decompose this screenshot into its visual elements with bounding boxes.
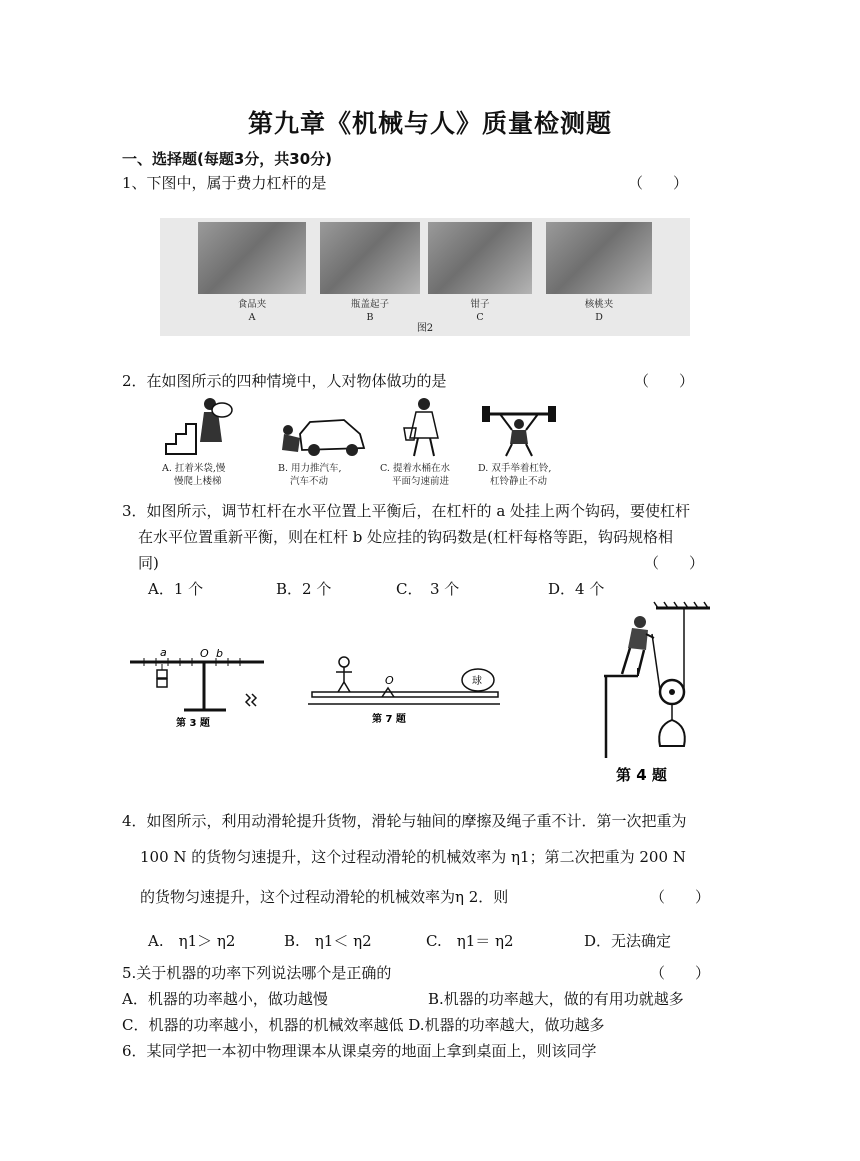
q1-caption-c: 钳子 C bbox=[470, 299, 490, 323]
q4-option-a: A. η1＞ η2 bbox=[148, 932, 236, 950]
q5-options-cd: C．机器的功率越小，机器的机械效率越低 D.机器的功率越大，做功越多 bbox=[122, 1016, 605, 1034]
q2-caption-b: B. 用力推汽车, 汽车不动 bbox=[278, 463, 342, 487]
q3-option-b: B．2 个 bbox=[276, 580, 332, 598]
q2-caption-d: D. 双手举着杠铃, 杠铃静止不动 bbox=[478, 463, 552, 487]
q2-caption-a: A. 扛着米袋,慢 慢爬上楼梯 bbox=[162, 463, 226, 487]
q3-option-d: D．4 个 bbox=[548, 580, 605, 598]
section-heading: 一、选择题(每题3分，共30分) bbox=[122, 150, 333, 168]
q3-line3: 同) bbox=[138, 554, 159, 572]
q5-option-a: A．机器的功率越小，做功越慢 bbox=[122, 990, 328, 1008]
q1-figure-label: 图2 bbox=[416, 323, 434, 334]
q4-line2: 100 N 的货物匀速提升，这个过程动滑轮的机械效率为 η1；第二次把重为 200 N bbox=[140, 848, 686, 866]
q1-caption-b: 瓶盖起子 B bbox=[350, 299, 389, 323]
q4-answer-paren: （ ） bbox=[650, 888, 711, 906]
fig7-label: 第 7 题 bbox=[372, 714, 406, 725]
q3-line1: 3．如图所示，调节杠杆在水平位置上平衡后，在杠杆的 a 处挂上两个钩码，要使杠杆 bbox=[122, 502, 691, 520]
fig3-lever-diagram bbox=[126, 646, 266, 730]
fig3-b-label: b bbox=[216, 647, 223, 660]
q2-scenes bbox=[160, 394, 580, 460]
pliers-photo bbox=[428, 222, 532, 294]
q4-line3: 的货物匀速提升，这个过程动滑轮的机械效率为η 2．则 bbox=[140, 888, 509, 906]
fig7-o-label: O bbox=[385, 674, 394, 687]
fig4-pulley-diagram bbox=[598, 598, 718, 788]
fig3-o-label: O bbox=[200, 647, 209, 660]
fig3-a-label: a bbox=[160, 646, 167, 659]
q2-answer-paren: （ ） bbox=[634, 372, 695, 390]
page-title: 第九章《机械与人》质量检测题 bbox=[247, 109, 612, 138]
bottle-opener-photo bbox=[320, 222, 420, 294]
q1-caption-a: 食品夹 A bbox=[237, 299, 267, 323]
q4-option-c: C. η1＝ η2 bbox=[426, 932, 514, 950]
q2-stem: 2．在如图所示的四种情境中，人对物体做功的是 bbox=[122, 372, 447, 390]
fig3-label: 第 3 题 bbox=[176, 718, 210, 729]
q5-answer-paren: （ ） bbox=[650, 964, 711, 982]
scene-a-icon bbox=[166, 398, 232, 454]
q4-line1: 4．如图所示，利用动滑轮提升货物，滑轮与轴间的摩擦及绳子重不计．第一次把重为 bbox=[122, 812, 687, 830]
q1-stem: 1、下图中，属于费力杠杆的是 bbox=[122, 174, 327, 192]
q1-figure bbox=[160, 218, 690, 336]
scene-c-icon bbox=[404, 398, 438, 456]
q4-option-b: B. η1＜ η2 bbox=[284, 932, 372, 950]
q3-line2: 在水平位置重新平衡，则在杠杆 b 处应挂的钩码数是(杠杆每格等距，钩码规格相 bbox=[138, 528, 673, 546]
fig7-seesaw-diagram bbox=[306, 652, 502, 728]
q4-option-d: D．无法确定 bbox=[584, 932, 672, 950]
q3-option-c: C． 3 个 bbox=[396, 580, 460, 598]
q2-caption-c: C. 提着水桶在水 平面匀速前进 bbox=[380, 463, 450, 487]
q5-stem: 5.关于机器的功率下列说法哪个是正确的 bbox=[122, 964, 392, 982]
fig4-label: 第 4 题 bbox=[616, 766, 667, 784]
q3-answer-paren: （ ） bbox=[644, 554, 705, 572]
q3-option-a: A．1 个 bbox=[148, 580, 204, 598]
scene-d-icon bbox=[482, 406, 556, 456]
fig7-ball-label: 球 bbox=[472, 676, 482, 687]
q5-option-b: B.机器的功率越大，做的有用功就越多 bbox=[428, 990, 684, 1008]
food-tongs-photo bbox=[198, 222, 306, 294]
q6-stem: 6．某同学把一本初中物理课本从课桌旁的地面上拿到桌面上，则该同学 bbox=[122, 1042, 597, 1060]
nutcracker-photo bbox=[546, 222, 652, 294]
scene-b-icon bbox=[282, 420, 364, 456]
q1-answer-paren: （ ） bbox=[628, 174, 689, 192]
q1-caption-d: 核桃夹 D bbox=[584, 299, 614, 323]
